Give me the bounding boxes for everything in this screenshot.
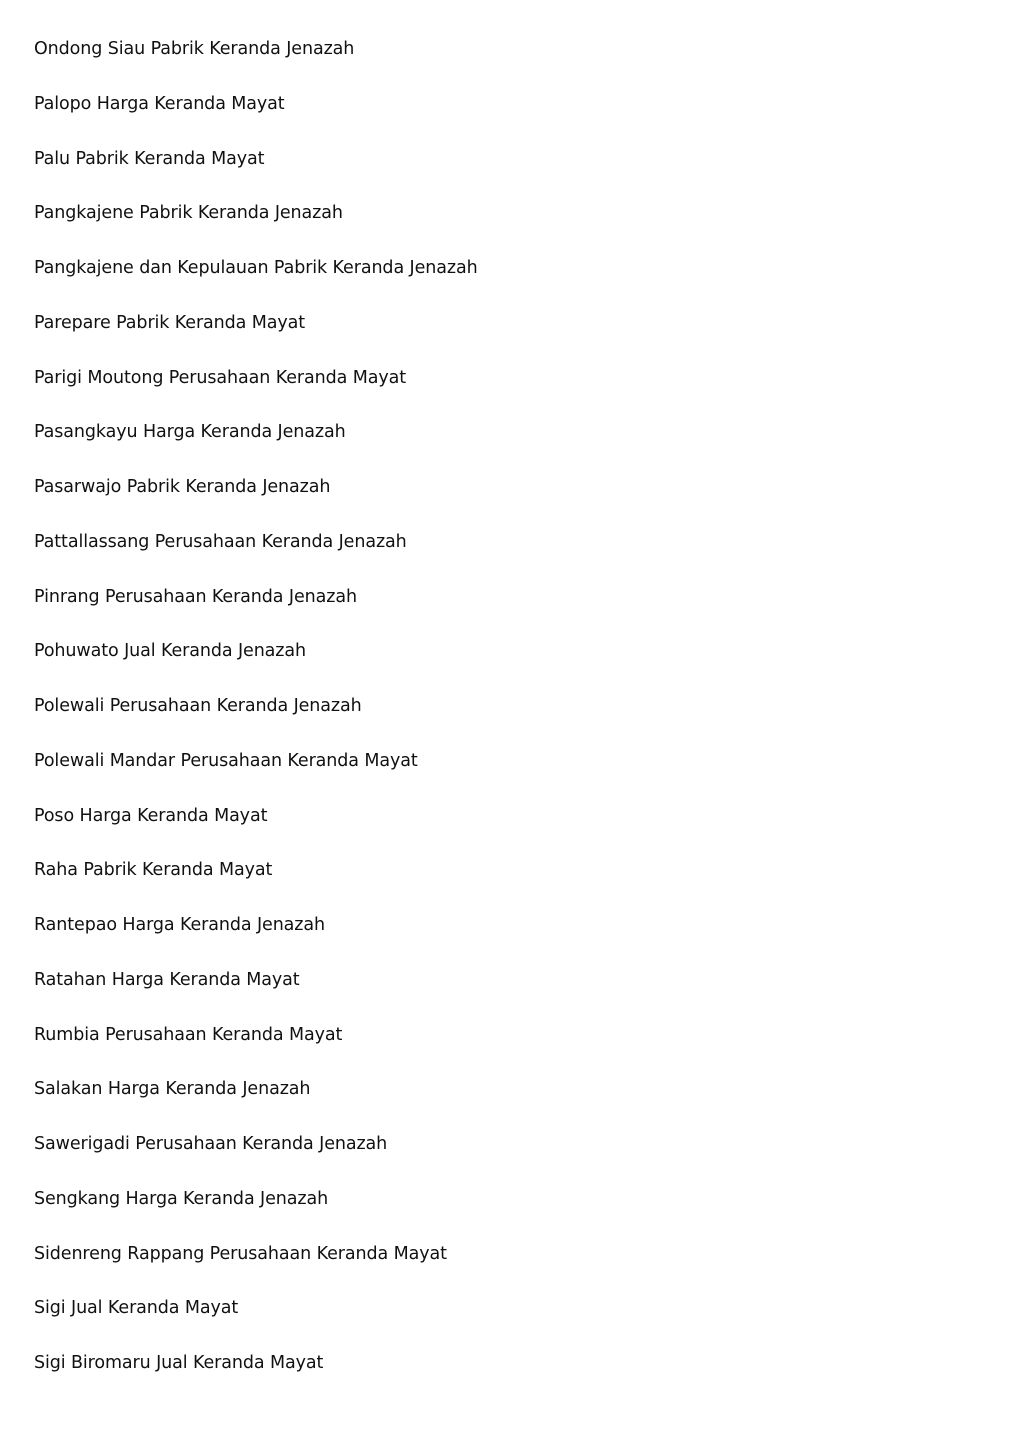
list-item: Ratahan Harga Keranda Mayat [34, 969, 300, 990]
list-item: Salakan Harga Keranda Jenazah [34, 1079, 311, 1100]
list-item: Parepare Pabrik Keranda Mayat [34, 312, 306, 333]
list-item: Sawerigadi Perusahaan Keranda Jenazah [34, 1134, 388, 1154]
list-item: Rantepao Harga Keranda Jenazah [34, 915, 326, 935]
list-item: Sengkang Harga Keranda Jenazah [34, 1188, 329, 1209]
list-item: Polewali Mandar Perusahaan Keranda Mayat [34, 750, 418, 771]
list-item: Pasarwajo Pabrik Keranda Jenazah [34, 477, 331, 497]
list-item: Pangkajene dan Kepulauan Pabrik Keranda Jenazah [34, 258, 478, 278]
list-item: Poso Harga Keranda Mayat [34, 805, 268, 826]
list-item: Pattallassang Perusahaan Keranda Jenazah [34, 531, 407, 552]
list-item: Rumbia Perusahaan Keranda Mayat [34, 1024, 343, 1045]
list-item: Pangkajene Pabrik Keranda Jenazah [34, 203, 343, 224]
list-item: Polewali Perusahaan Keranda Jenazah [34, 696, 362, 716]
list-item: Sigi Jual Keranda Mayat [34, 1298, 239, 1319]
list-item: Pohuwato Jual Keranda Jenazah [34, 641, 307, 662]
list-item: Sidenreng Rappang Perusahaan Keranda Mayat [34, 1243, 447, 1264]
location-list [34, 36, 994, 1405]
list-item: Pinrang Perusahaan Keranda Jenazah [34, 586, 357, 607]
list-item: Parigi Moutong Perusahaan Keranda Mayat [34, 367, 406, 388]
list-item: Pasangkayu Harga Keranda Jenazah [34, 422, 346, 443]
list-item: Sigi Biromaru Jual Keranda Mayat [34, 1353, 324, 1373]
list-item: Ondong Siau Pabrik Keranda Jenazah [34, 39, 355, 59]
list-item: Palu Pabrik Keranda Mayat [34, 148, 265, 169]
list-item: Raha Pabrik Keranda Mayat [34, 860, 273, 881]
list-item: Palopo Harga Keranda Mayat [34, 93, 285, 114]
